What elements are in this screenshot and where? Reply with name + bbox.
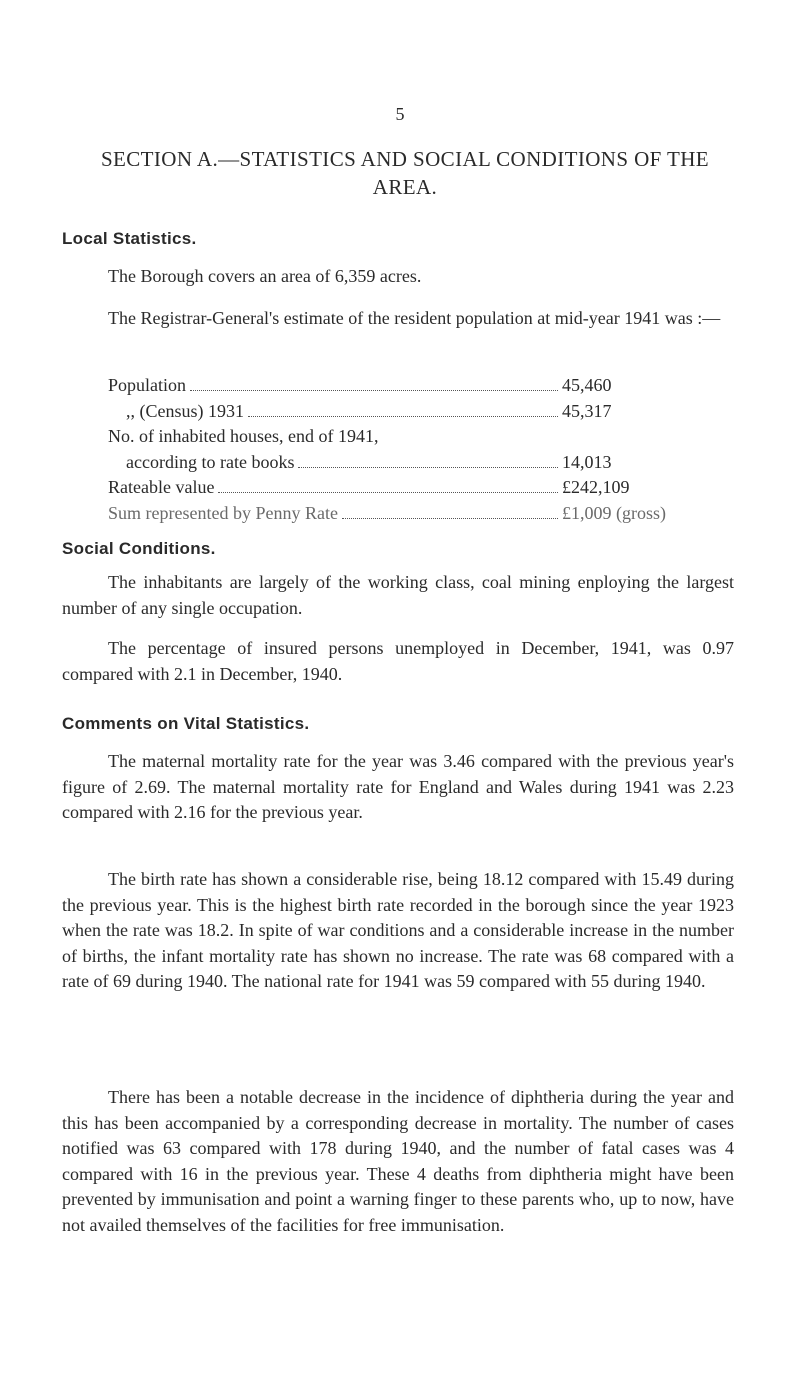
vital-paragraph-1: The maternal mortality rate for the year was 3.46 compared with the previous year's figure of 2.69. The maternal mortality rate for England and Wales during 1941 was 2.23 compared with 2.16 for the previous year.: [62, 751, 734, 822]
stat-label: according to rate books: [126, 451, 295, 472]
stat-value: 45,460: [562, 375, 612, 395]
social-paragraph-2: The percentage of insured persons unemployed in December, 1941, was 0.97 compared with 2.1 in December, 1940.: [62, 638, 734, 684]
leader-dots: [190, 390, 558, 391]
stat-label: Rateable value: [108, 477, 215, 497]
stat-value: £242,109: [562, 477, 630, 497]
leader-dots: [342, 518, 558, 519]
social-paragraph-1: The inhabitants are largely of the working class, coal mining enploying the largest number of any single occupation.: [62, 572, 734, 618]
stat-row-rate-books: [108, 450, 674, 476]
leader-dots: [218, 492, 558, 493]
social-conditions-heading: Social Conditions.: [62, 539, 216, 558]
section-title: SECTION A.—STATISTICS AND SOCIAL CONDITIONS OF THE AREA.: [100, 147, 710, 199]
stat-row-rateable-value: [108, 475, 674, 501]
stat-value: £1,009 (gross): [562, 502, 666, 523]
page-number: 5: [395, 104, 405, 124]
leader-dots: [298, 467, 558, 468]
stat-row-penny-rate: [108, 501, 674, 527]
vital-paragraph-3: There has been a notable decrease in the incidence of diphtheria during the year and this has been accompanied by a corresponding decrease in mortality. The number of cases notified was 63 compared with 178 during 1940, and the number of fatal cases was 4 compared with 16 in the previous year. These 4 deaths from diphtheria might have been prevented by immunisation and point a warning finger to these parents who, up to now, have not availed themselves of the facilities for free immunisation.: [62, 1087, 734, 1235]
stat-value: 14,013: [562, 451, 612, 472]
stat-value: 45,317: [562, 400, 612, 421]
leader-dots: [248, 416, 558, 417]
stat-label: Sum represented by Penny Rate: [108, 502, 338, 523]
stat-label: ,, (Census) 1931: [126, 400, 244, 421]
area-paragraph: The Borough covers an area of 6,359 acres.: [108, 266, 422, 286]
statistics-table: [108, 373, 674, 526]
stat-row-census: [108, 399, 674, 425]
estimate-paragraph: The Registrar-General's estimate of the resident population at mid-year 1941 was :—: [108, 308, 721, 328]
local-statistics-heading: Local Statistics.: [62, 229, 197, 248]
stat-label: No. of inhabited houses, end of 1941,: [108, 426, 379, 446]
stat-row-houses: [108, 424, 674, 450]
vital-paragraph-2: The birth rate has shown a considerable rise, being 18.12 compared with 15.49 during the previous year. This is the highest birth rate recorded in the borough since the year 1923 when the rate was 18.2. In spite of war conditions and a considerable increase in the number of births, the infant mortality rate has shown no increase. The rate was 68 compared with a rate of 69 during 1940. The national rate for 1941 was 59 compared with 55 during 1940.: [62, 869, 734, 991]
stat-row-population: [108, 373, 674, 399]
vital-statistics-heading: Comments on Vital Statistics.: [62, 714, 310, 733]
stat-label: Population: [108, 375, 187, 395]
